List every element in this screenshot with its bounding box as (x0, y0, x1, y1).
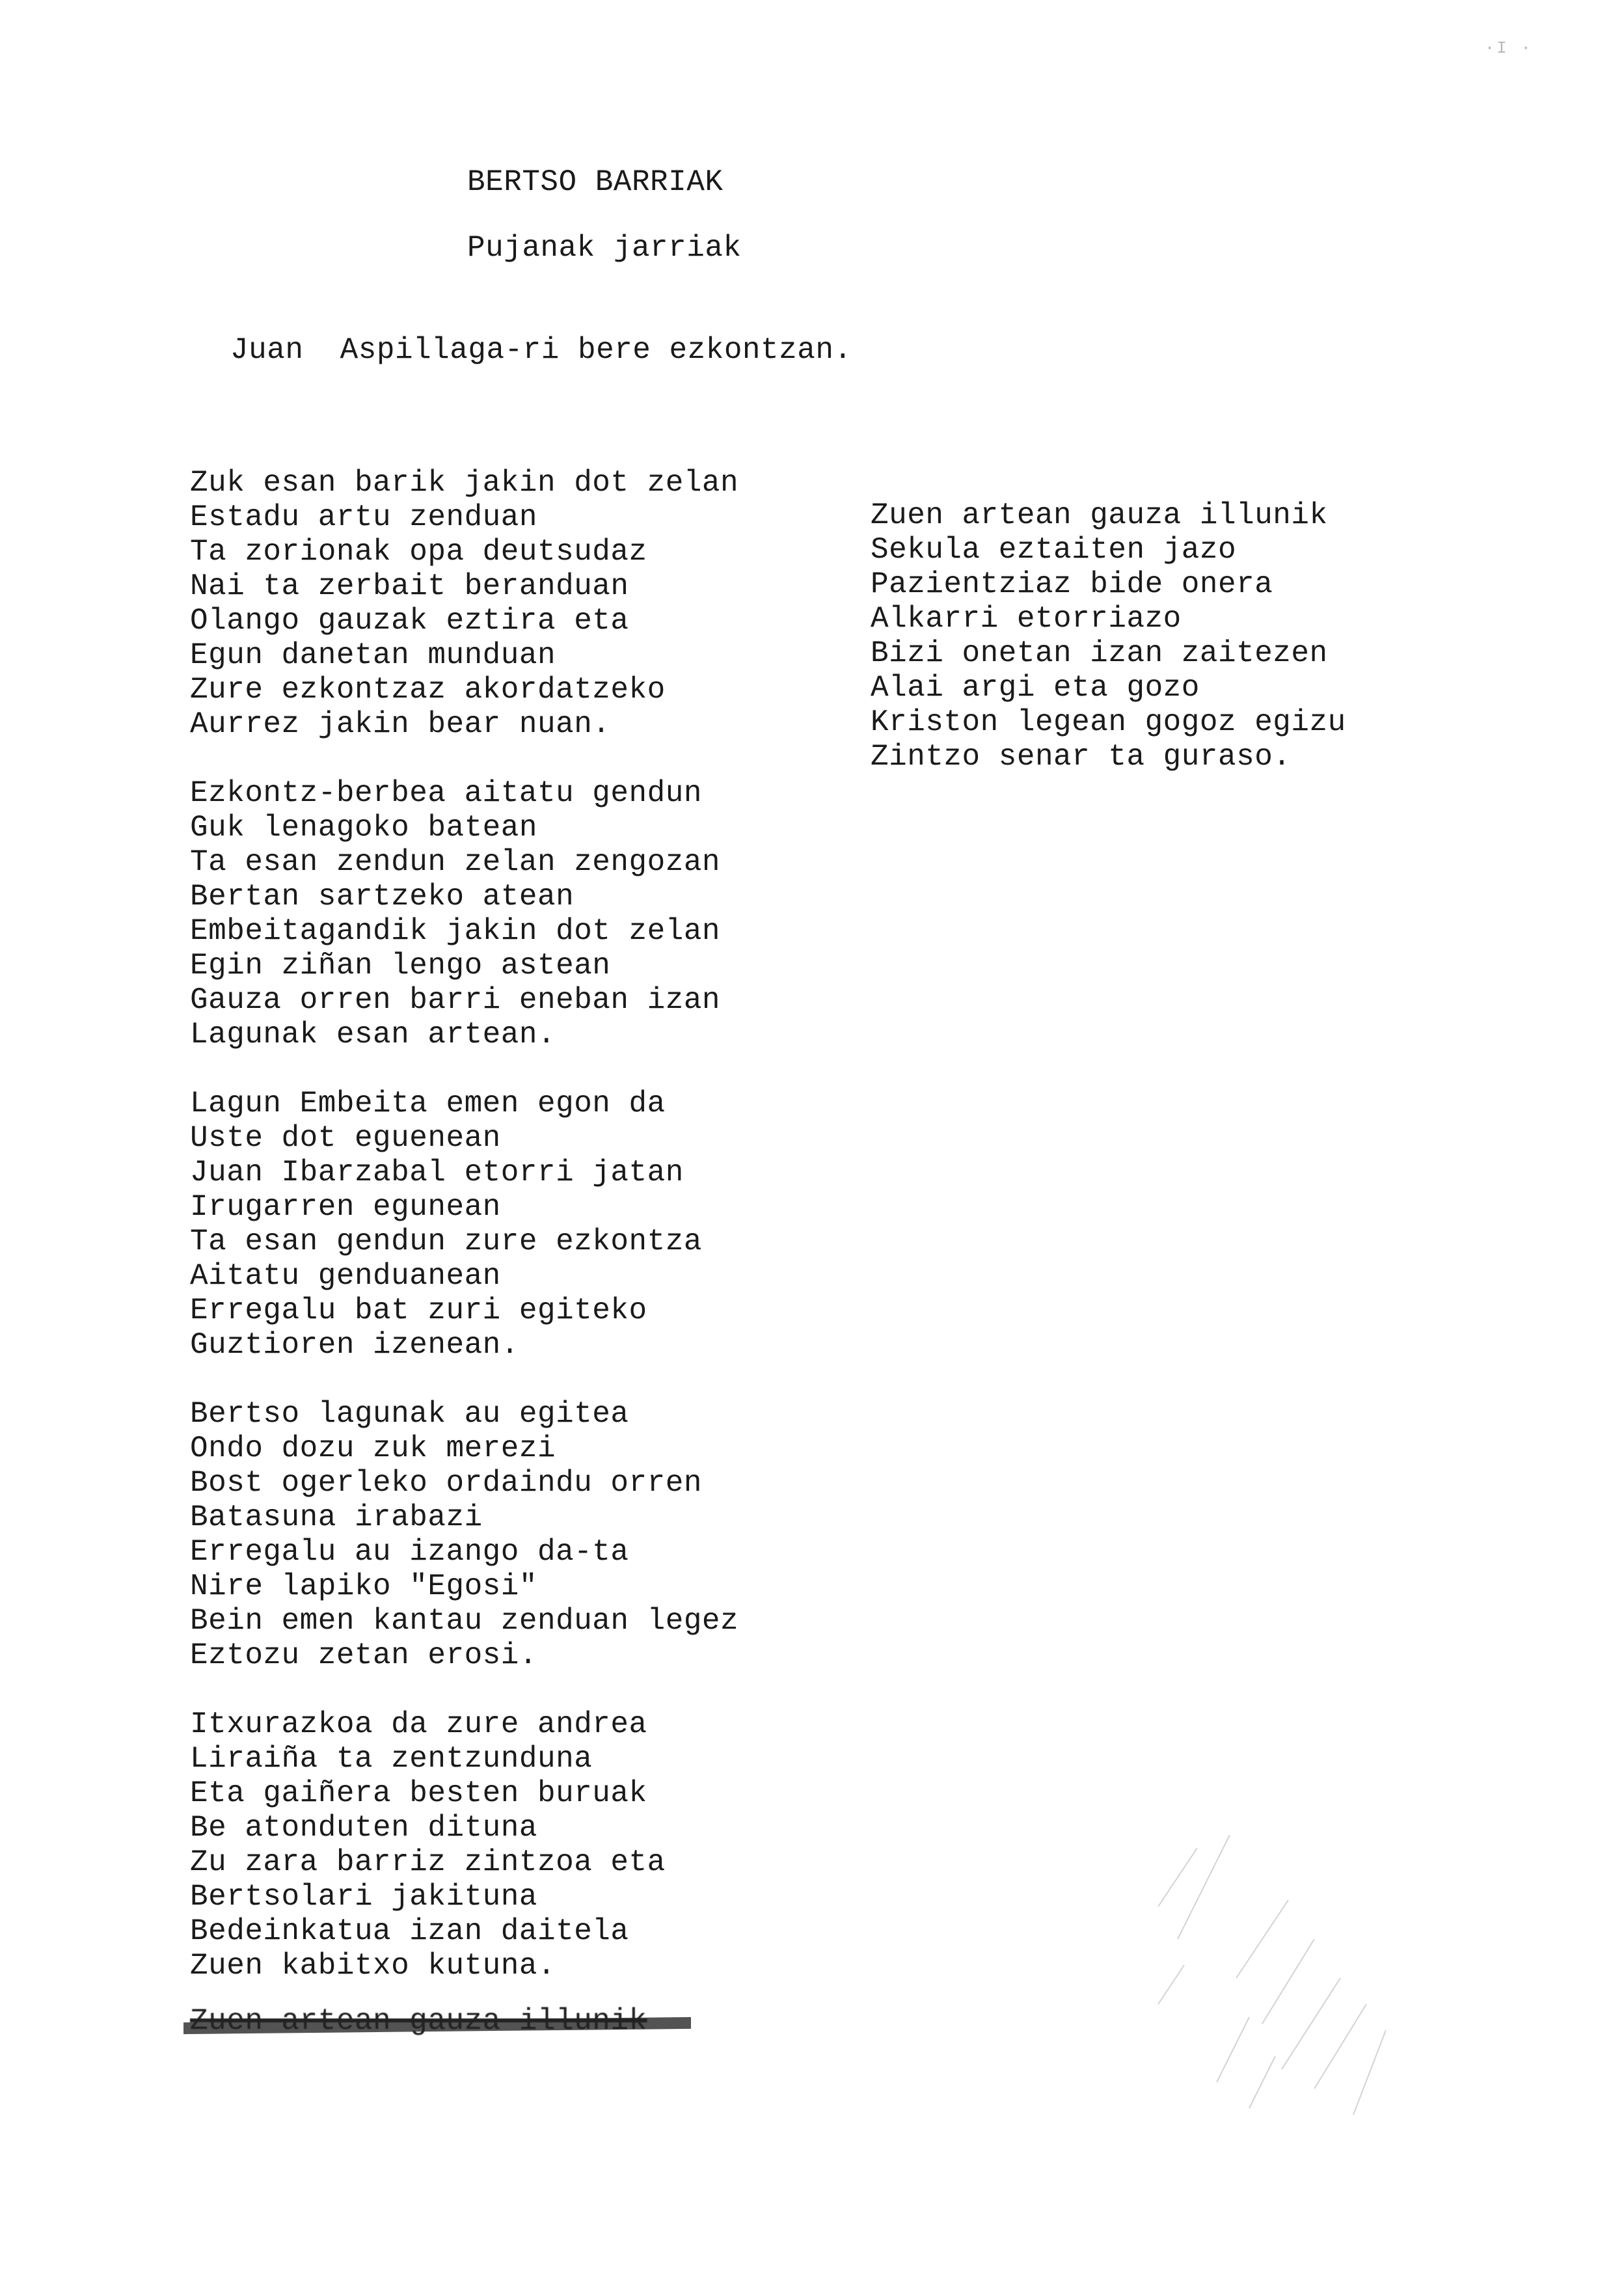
paper-smudge-mark (1119, 1809, 1418, 2147)
verse-line: Gauza orren barri eneban izan (190, 983, 721, 1017)
verse-line: Aurrez jakin bear nuan. (190, 707, 611, 741)
verse-line: Kriston legean gogoz egizu (871, 705, 1346, 739)
verse-line: Batasuna irabazi (190, 1501, 483, 1534)
stanza (190, 1087, 841, 1363)
verse-line: Zure ezkontzaz akordatzeko (190, 673, 666, 707)
verse-line: Guztioren izenean. (190, 1328, 519, 1362)
verse-line: Erregalu au izango da-ta (190, 1535, 629, 1569)
verse-line: Ta esan zendun zelan zengozan (190, 845, 721, 879)
verse-line: Guk lenagoko batean (190, 811, 537, 845)
verse-line: Bertso lagunak au egitea (190, 1397, 629, 1431)
verse-line: Eztozu zetan erosi. (190, 1638, 537, 1672)
verse-line: Lagunak esan artean. (190, 1018, 556, 1052)
verse-line: Alkarri etorriazo (871, 602, 1182, 636)
verse-line: Ta esan gendun zure ezkontza (190, 1225, 702, 1258)
verse-line: Ta zorionak opa deutsudaz (190, 535, 647, 569)
verse-line: Zuk esan barik jakin dot zelan (190, 466, 739, 500)
verse-line: Bertsolari jakituna (190, 1880, 537, 1914)
poem-dedication: Juan Aspillaga-ri bere ezkontzan. (230, 333, 852, 367)
verse-line: Estadu artu zenduan (190, 500, 537, 534)
verse-line: Eta gaiñera besten buruak (190, 1776, 647, 1810)
stanza (190, 466, 841, 742)
verse-line: Bertan sartzeko atean (190, 880, 575, 914)
verse-line: Bein emen kantau zenduan legez (190, 1604, 739, 1638)
verse-line: Irugarren egunean (190, 1190, 501, 1224)
verse-line: Pazientziaz bide onera (871, 567, 1273, 601)
verse-line: Embeitagandik jakin dot zelan (190, 914, 721, 948)
verse-line: Ezkontz-berbea aitatu gendun (190, 776, 702, 810)
verse-line: Alai argi eta gozo (871, 671, 1200, 705)
verse-line: Nire lapiko "Egosi" (190, 1569, 537, 1603)
verse-line: Zu zara barriz zintzoa eta (190, 1845, 666, 1879)
verse-line: Bedeinkatua izan daitela (190, 1914, 629, 1948)
verse-line: Aitatu genduanean (190, 1259, 501, 1293)
poem-subtitle: Pujanak jarriak (467, 231, 742, 265)
verse-line: Nai ta zerbait beranduan (190, 569, 629, 603)
verse-line: Liraiña ta zentzunduna (190, 1742, 593, 1776)
verse-line: Zuen artean gauza illunik (871, 498, 1328, 532)
left-column (190, 466, 841, 2018)
page-number-mark: ·I · (1484, 38, 1533, 58)
verse-line: Uste dot eguenean (190, 1121, 501, 1155)
verse-line: Itxurazkoa da zure andrea (190, 1707, 647, 1741)
verse-line: Bost ogerleko ordaindu orren (190, 1466, 702, 1500)
verse-line: Zintzo senar ta guraso. (871, 740, 1292, 774)
verse-line: Lagun Embeita emen egon da (190, 1087, 666, 1121)
verse-line: Egun danetan munduan (190, 638, 556, 672)
poem-title: BERTSO BARRIAK (467, 165, 724, 199)
verse-line: Juan Ibarzabal etorri jatan (190, 1156, 684, 1189)
verse-line: Olango gauzak eztira eta (190, 604, 629, 638)
verse-line: Be atonduten dituna (190, 1811, 537, 1845)
right-column (871, 498, 1456, 809)
verse-line: Sekula eztaiten jazo (871, 533, 1237, 567)
verse-line: Egin ziñan lengo astean (190, 949, 611, 983)
verse-line: Bizi onetan izan zaitezen (871, 636, 1328, 670)
stanza (190, 776, 841, 1052)
struck-out-line: Zuen artean gauza illunik (190, 2004, 647, 2038)
verse-line: Erregalu bat zuri egiteko (190, 1294, 647, 1327)
verse-line: Ondo dozu zuk merezi (190, 1432, 556, 1465)
verse-line: Zuen kabitxo kutuna. (190, 1949, 556, 1983)
stanza (190, 1397, 841, 1673)
stanza (190, 1707, 841, 1983)
stanza (871, 498, 1456, 774)
